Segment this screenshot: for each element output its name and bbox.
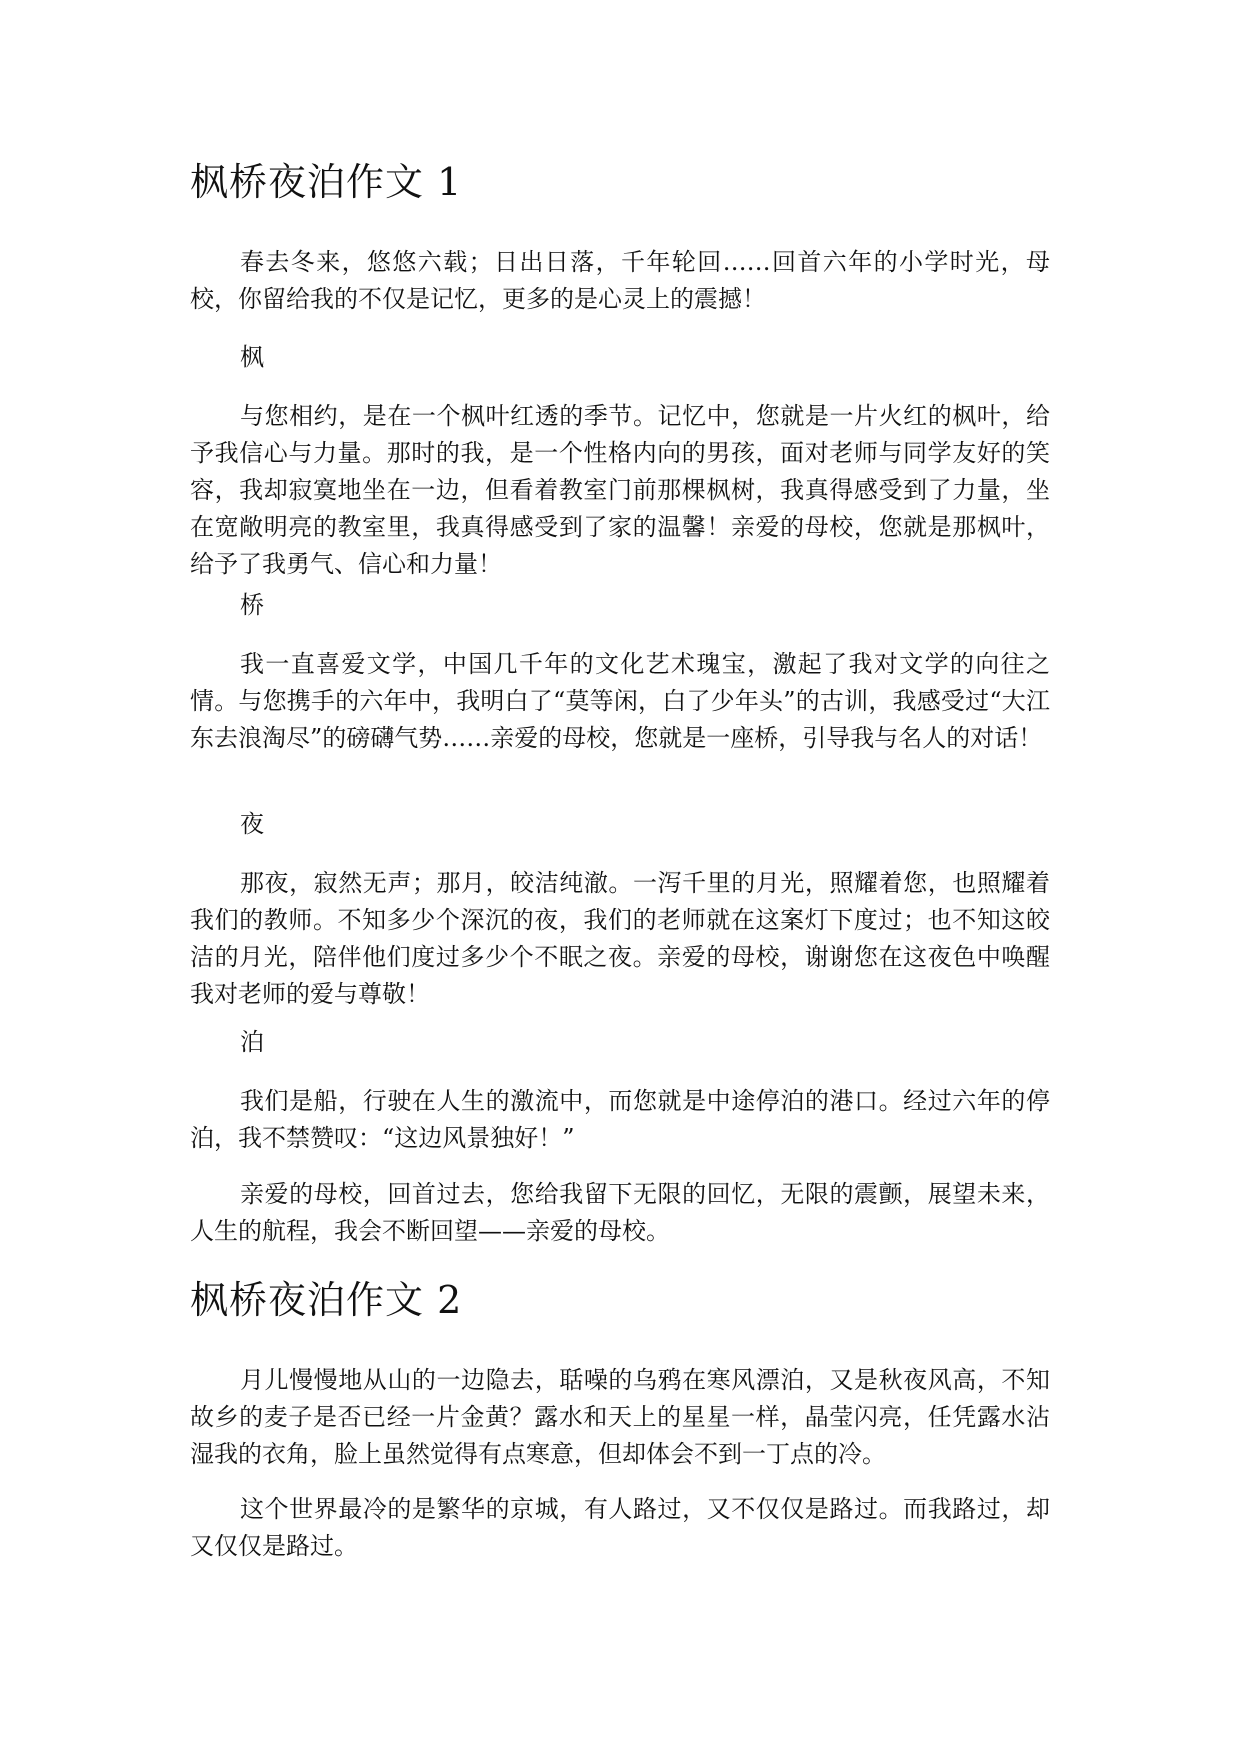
paragraph: 月儿慢慢地从山的一边隐去，聒噪的乌鸦在寒风漂泊，又是秋夜风高，不知故乡的麦子是否已经一片金黄？露水和天上的星星一样，晶莹闪亮，任凭露水沾湿我的衣角，脸上虽然觉得有点寒意，但却体会不到一丁点的冷。 <box>190 1366 1050 1468</box>
section-heading-ye: 夜 <box>240 810 264 838</box>
paragraph: 亲爱的母校，回首过去，您给我留下无限的回忆，无限的震颤，展望未来，人生的航程，我会不断回望——亲爱的母校。 <box>190 1180 1050 1245</box>
paragraph: 春去冬来，悠悠六载；日出日落，千年轮回……回首六年的小学时光，母校，你留给我的不仅是记忆，更多的是心灵上的震撼！ <box>190 248 1050 313</box>
section-heading-feng: 枫 <box>240 343 264 371</box>
paragraph: 与您相约，是在一个枫叶红透的季节。记忆中，您就是一片火红的枫叶，给予我信心与力量。那时的我，是一个性格内向的男孩，面对老师与同学友好的笑容，我却寂寞地坐在一边，但看着教室门前那棵枫树，我真得感受到了力量，坐在宽敞明亮的教室里，我真得感受到了家的温馨！亲爱的母校，您就是那枫叶，给予了我勇气、信心和力量！ <box>190 402 1050 578</box>
section-heading-qiao: 桥 <box>240 591 264 619</box>
essay-title-1: 枫桥夜泊作文 1 <box>190 160 463 204</box>
paragraph: 这个世界最冷的是繁华的京城，有人路过，又不仅仅是路过。而我路过，却又仅仅是路过。 <box>190 1495 1050 1560</box>
paragraph: 我一直喜爱文学，中国几千年的文化艺术瑰宝，激起了我对文学的向往之情。与您携手的六年中，我明白了“莫等闲，白了少年头”的古训，我感受过“大江东去浪淘尽”的磅礴气势……亲爱的母校，您就是一座桥，引导我与名人的对话！ <box>190 650 1050 752</box>
paragraph: 我们是船，行驶在人生的激流中，而您就是中途停泊的港口。经过六年的停泊，我不禁赞叹：“这边风景独好！” <box>190 1087 1050 1152</box>
essay-title-2: 枫桥夜泊作文 2 <box>190 1278 463 1322</box>
paragraph: 那夜，寂然无声；那月，皎洁纯澈。一泻千里的月光，照耀着您，也照耀着我们的教师。不知多少个深沉的夜，我们的老师就在这案灯下度过；也不知这皎洁的月光，陪伴他们度过多少个不眠之夜。亲爱的母校，谢谢您在这夜色中唤醒我对老师的爱与尊敬！ <box>190 869 1050 1008</box>
section-heading-bo: 泊 <box>240 1028 264 1056</box>
